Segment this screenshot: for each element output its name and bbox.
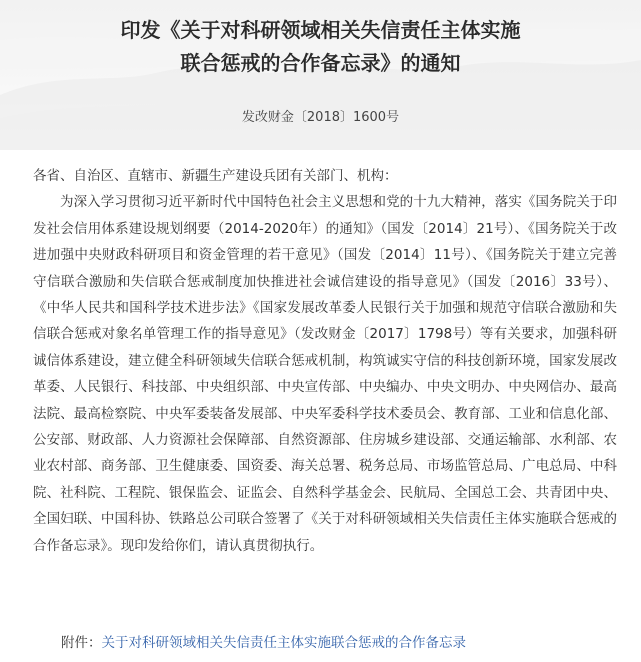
document-number: 发改财金〔2018〕1600号 [241,110,400,125]
attachment-label: 附件： [61,635,102,651]
salutation: 各省、自治区、直辖市、新疆生产建设兵团有关部门、机构： [33,168,398,184]
document-body [33,163,617,559]
attachment-link[interactable]: 关于对科研领域相关失信责任主体实施联合惩戒的合作备忘录 [101,635,466,651]
title-line-1: 印发《关于对科研领域相关失信责任主体实施 [120,18,521,42]
document-title [0,14,641,80]
title-line-2: 联合惩戒的合作备忘录》的通知 [180,51,461,75]
attachment-line [61,632,621,654]
main-paragraph: 为深入学习贯彻习近平新时代中国特色社会主义思想和党的十九大精神，落实《国务院关于印发社会信用体系建设规划纲要（2014-2020年）的通知》（国发〔2014〕21号）、《国务院关于改进加强中央财政科研项目和资金管理的若干意见》（国发〔2014〕11号）、《国务院关于建立完善守信联合激励和失信联合惩戒制度加快推进社会诚信建设的指导意见》（国发〔2016〕33号）、《中华人民共和国科学技术进步法》《国家发展改革委人民银行关于加强和规范守信联合激励和失信联合惩戒对象名单管理工作的指导意见》（发改财金〔2017〕1798号）等有关要求，加强科研诚信体系建设，建立健全科研领域失信联合惩戒机制，构筑诚实守信的科技创新环境，国家发展改革委、人民银行、科技部、中央组织部、中央宣传部、中央编办、中央文明办、中央网信办、最高法院、最高检察院、中央军委装备发展部、中央军委科学技术委员会、教育部、工业和信息化部、公安部、财政部、人力资源社会保障部、自然资源部、住房城乡建设部、交通运输部、水利部、农业农村部、商务部、卫生健康委、国资委、海关总署、税务总局、市场监管总局、广电总局、中科院、社科院、工程院、银保监会、证监会、自然科学基金会、民航局、全国总工会、共青团中央、全国妇联、中国科协、铁路总公司联合签署了《关于对科研领域相关失信责任主体实施联合惩戒的合作备忘录》。现印发给你们，请认真贯彻执行。 [33,194,617,554]
